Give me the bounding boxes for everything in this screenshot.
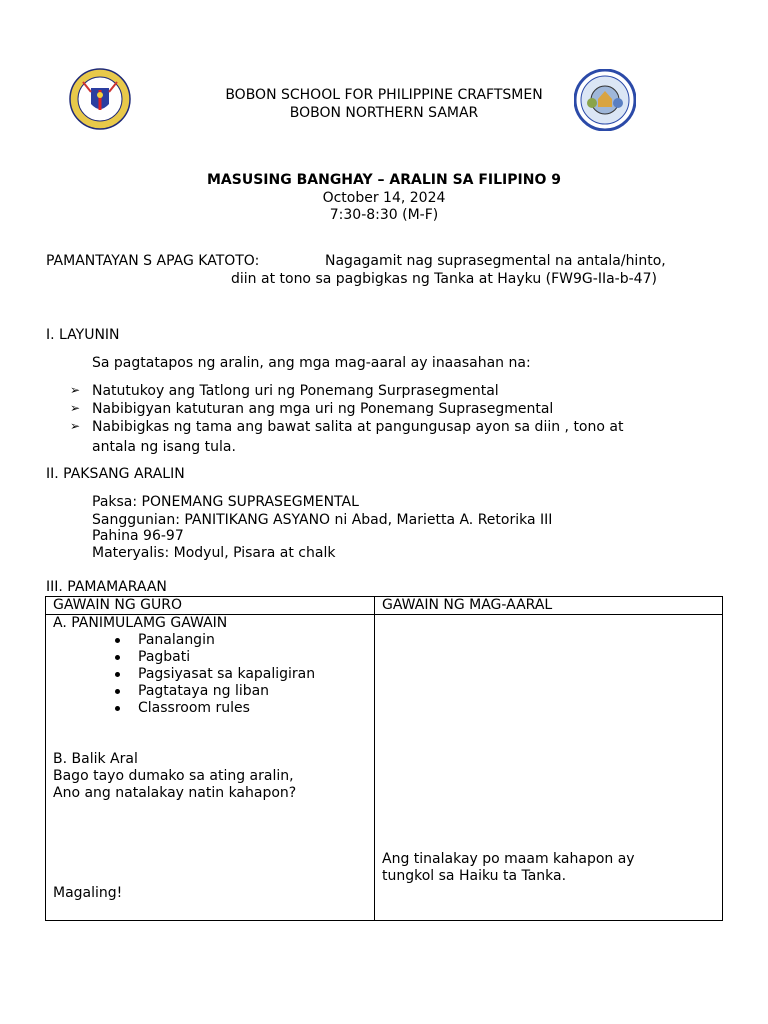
- section-pamamaraan-heading: III. PAMAMARAAN: [46, 579, 167, 595]
- list-item: Classroom rules: [53, 700, 367, 717]
- lesson-time: 7:30-8:30 (M-F): [329, 207, 439, 223]
- student-activity-cell: [375, 615, 723, 921]
- teacher-column-header: GAWAIN NG GURO: [46, 597, 375, 615]
- objective-item: Natutukoy ang Tatlong uri ng Ponemang Surprasegmental: [92, 383, 499, 399]
- procedure-table: [45, 596, 723, 921]
- list-item: Pagsiyasat sa kapaligiran: [53, 666, 367, 683]
- student-column-header: GAWAIN NG MAG-AARAL: [375, 597, 723, 615]
- layunin-intro: Sa pagtatapos ng aralin, ang mga mag-aaral ay inaasahan na:: [92, 355, 531, 371]
- section-layunin-heading: I. LAYUNIN: [46, 327, 120, 343]
- lesson-plan-title: MASUSING BANGHAY – ARALIN SA FILIPINO 9: [207, 172, 561, 188]
- materyalis-line: Materyalis: Modyul, Pisara at chalk: [92, 545, 336, 561]
- teacher-activity-cell: [46, 615, 375, 921]
- arrow-bullet-icon: ➢: [70, 401, 81, 415]
- standard-text-line2: diin at tono sa pagbigkas ng Tanka at Hayku (FW9G-IIa-b-47): [231, 271, 657, 287]
- pahina-line: Pahina 96-97: [92, 528, 184, 544]
- table-header-row: [46, 597, 723, 615]
- part-a-list: [53, 632, 367, 717]
- objective-item-continued: antala ng isang tula.: [92, 439, 236, 455]
- school-location: BOBON NORTHERN SAMAR: [289, 105, 479, 121]
- section-paksang-aralin-heading: II. PAKSANG ARALIN: [46, 466, 185, 482]
- part-b-question-line1: Bago tayo dumako sa ating aralin,: [53, 768, 294, 784]
- part-b-title: B. Balik Aral: [53, 751, 138, 767]
- standard-label: PAMANTAYAN S APAG KATOTO:: [46, 253, 260, 269]
- list-item: Panalangin: [53, 632, 367, 649]
- list-item: Pagbati: [53, 649, 367, 666]
- paksa-line: Paksa: PONEMANG SUPRASEGMENTAL: [92, 494, 359, 510]
- school-name: BOBON SCHOOL FOR PHILIPPINE CRAFTSMEN: [225, 87, 543, 103]
- arrow-bullet-icon: ➢: [70, 383, 81, 397]
- part-a-title: A. PANIMULAMG GAWAIN: [53, 615, 228, 631]
- arrow-bullet-icon: ➢: [70, 419, 81, 433]
- objective-item: Nabibigyan katuturan ang mga uri ng Ponemang Suprasegmental: [92, 401, 554, 417]
- part-b-question-line2: Ano ang natalakay natin kahapon?: [53, 785, 297, 801]
- lesson-date: October 14, 2024: [322, 190, 446, 206]
- sanggunian-line: Sanggunian: PANITIKANG ASYANO ni Abad, Marietta A. Retorika III: [92, 512, 553, 528]
- student-answer-line2: tungkol sa Haiku ta Tanka.: [382, 868, 567, 884]
- table-row: [46, 615, 723, 921]
- student-answer-line1: Ang tinalakay po maam kahapon ay: [382, 851, 635, 867]
- standard-text-line1: Nagagamit nag suprasegmental na antala/hinto,: [325, 253, 666, 269]
- list-item: Pagtataya ng liban: [53, 683, 367, 700]
- teacher-praise: Magaling!: [53, 885, 123, 901]
- objective-item: Nabibigkas ng tama ang bawat salita at pangungusap ayon sa diin , tono at: [92, 419, 624, 435]
